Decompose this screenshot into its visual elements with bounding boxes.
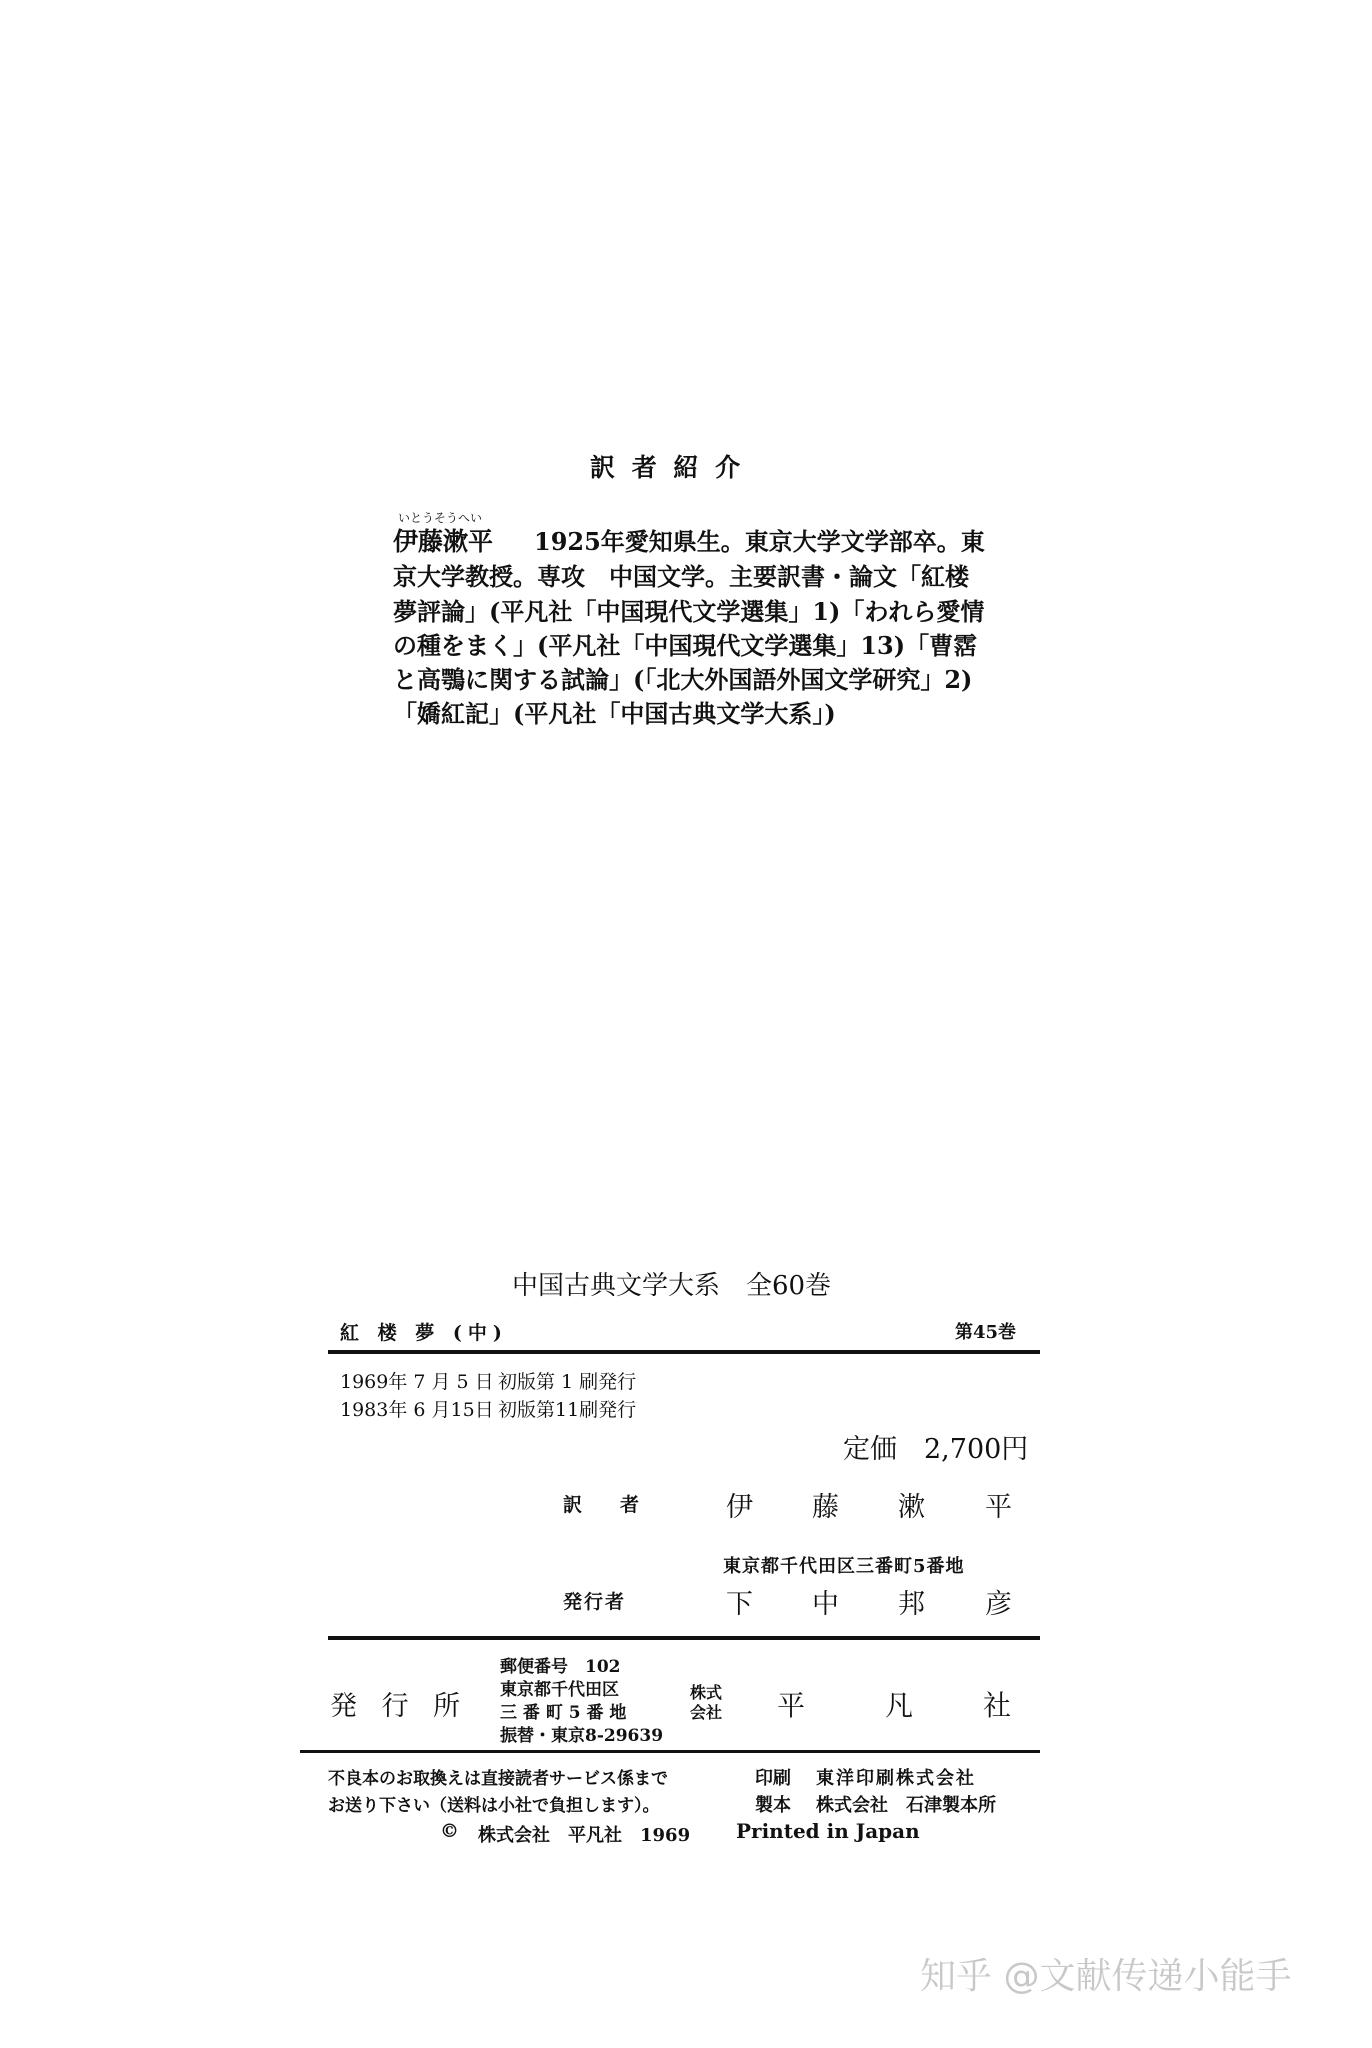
book-title: 紅 楼 夢 (中) (340, 1322, 508, 1344)
copyright-symbol: © (440, 1820, 459, 1842)
watermark-text: 知乎 @文献传递小能手 (920, 1956, 1292, 1997)
note-line-1: 不良本のお取換えは直接読者サービス係まで (328, 1769, 668, 1789)
corp-label-2: 会社 (690, 1703, 723, 1722)
edition-date-2: 1983年 6 月15日 (340, 1399, 494, 1421)
edition-label-2: 初版第11刷発行 (498, 1399, 637, 1421)
middle-rule (328, 1636, 1040, 1640)
intro-line-2: 京大学教授。専攻 中国文学。主要訳書・論文「紅楼 (393, 562, 969, 591)
volume-number: 第45巻 (955, 1322, 1017, 1343)
name-furigana: いとうそうへい (398, 511, 483, 525)
house-address-1: 東京都千代田区 (500, 1680, 619, 1700)
printed-in: Printed in Japan (736, 1819, 920, 1843)
intro-line-3: 夢評論」(平凡社「中国現代文学選集」1)「われら愛情 (393, 597, 985, 626)
printing-company: 東洋印刷株式会社 (816, 1768, 976, 1789)
translator-char-4: 平 (985, 1492, 1012, 1523)
intro-line-4: の種をまく」(平凡社「中国現代文学選集」13)「曹霑 (393, 631, 978, 660)
edition-label-1: 初版第 1 刷発行 (498, 1371, 637, 1393)
intro-heading: 訳 者 紹 介 (590, 453, 745, 482)
publisher-label: 発行者 (563, 1591, 627, 1613)
house-char-3: 社 (983, 1689, 1012, 1722)
house-label: 発 行 所 (330, 1691, 469, 1722)
price: 定価 2,700円 (843, 1434, 1029, 1465)
house-postal: 郵便番号 102 (500, 1657, 621, 1677)
series-title: 中国古典文学大系 全60巻 (512, 1271, 832, 1301)
publisher-char-2: 中 (812, 1589, 839, 1620)
publisher-char-1: 下 (726, 1589, 753, 1620)
copyright-text: 株式会社 平凡社 1969 (478, 1825, 691, 1846)
intro-line-1: 1925年愛知県生。東京大学文学部卒。東 (534, 527, 985, 556)
translator-char-2: 藤 (812, 1492, 839, 1523)
house-transfer: 振替・東京8-29639 (500, 1726, 664, 1746)
translator-char-1: 伊 (726, 1492, 753, 1523)
top-rule (328, 1350, 1040, 1354)
intro-line-5: と高鶚に関する試論」(「北大外国語外国文学研究」2) (393, 665, 973, 694)
corp-label-1: 株式 (690, 1683, 723, 1702)
translator-char-3: 漱 (898, 1492, 925, 1523)
translator-label: 訳 者 (563, 1494, 640, 1516)
house-char-1: 平 (777, 1689, 806, 1722)
translator-name: 伊藤漱平 (393, 527, 494, 556)
printing-label: 印刷 (755, 1768, 791, 1789)
binding-company: 株式会社 石津製本所 (816, 1795, 996, 1816)
publisher-char-4: 彦 (985, 1589, 1012, 1620)
house-char-2: 凡 (885, 1689, 914, 1722)
publisher-char-3: 邦 (898, 1589, 925, 1620)
edition-date-1: 1969年 7 月 5 日 (340, 1371, 494, 1393)
note-line-2: お送り下さい（送料は小社で負担します）。 (328, 1796, 660, 1816)
house-address-2: 三 番 町 5 番 地 (500, 1703, 627, 1723)
intro-line-6: 「嬌紅記」(平凡社「中国古典文学大系」) (393, 699, 836, 728)
publisher-address: 東京都千代田区三番町5番地 (723, 1556, 965, 1577)
bottom-rule (300, 1750, 1040, 1753)
binding-label: 製本 (755, 1795, 791, 1816)
